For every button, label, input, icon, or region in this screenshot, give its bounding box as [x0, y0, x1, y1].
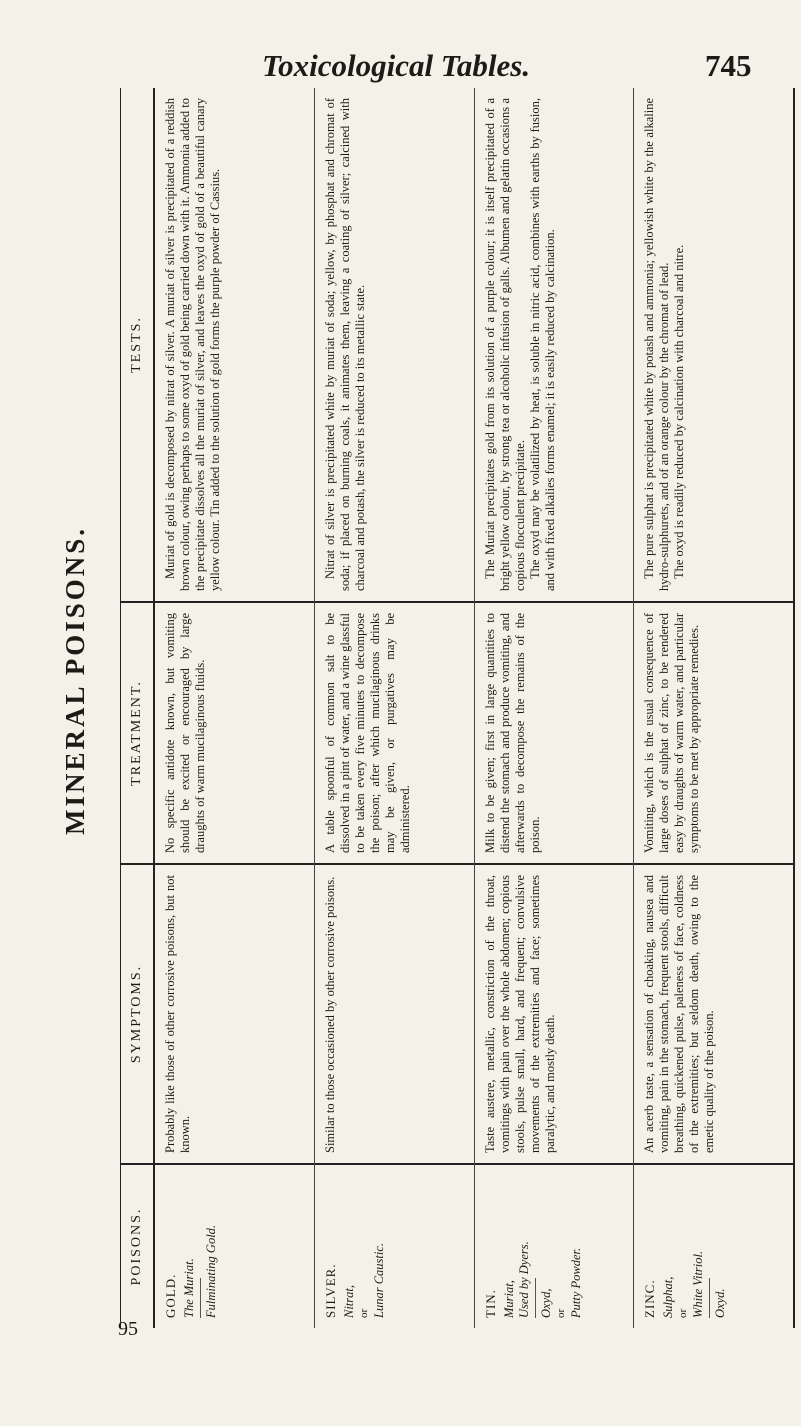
running-title: Toxicological Tables.: [262, 48, 531, 83]
metal-name: SILVER.: [322, 1263, 338, 1318]
symptoms-cell: An acerb taste, a sensation of choaking, nausea and vomiting, pain in the stomach, frequent stools, difficult breathing, quickened pulse, paleness of face, coldness of the extremities; but seldom death, owing to the emetic quality of the poison.: [634, 863, 793, 1163]
tests-paragraph: Muriat of gold is decomposed by nitrat of silver. A muriat of silver is precipitated of a reddish brown colour, owing perhaps to some oxyd of gold being carried down with it. Ammonia added to the precipitate dissolves all the muriat of silver, and leaves the oxyd of gold of a beautiful canary yellow colour. Tin added to the solution of gold forms the purple powder of Cassius.: [163, 98, 222, 591]
toxicological-table: [120, 88, 795, 1328]
poison-cell: [155, 1163, 314, 1328]
or-label: or: [357, 1308, 370, 1318]
poison-cell: [475, 1163, 634, 1328]
poison-form: Oxyd,: [538, 1288, 553, 1318]
treatment-cell: A table spoonful of common salt to be dissolved in a pint of water, and a wine glassful to be taken every five minutes to decompose the poison; after which mucilaginous drinks may be given, or purgatives may be administered.: [315, 601, 474, 863]
poison-form: Sulphat,: [661, 1276, 676, 1318]
column-header-treatment: TREATMENT.: [121, 601, 153, 863]
divider: [709, 1278, 710, 1318]
tests-paragraph: Nitrat of silver is precipitated white by muriat of soda; yellow, by phosphat and chromat of soda; if placed on burning coals, it animates them, leaving a coating of silver; calcined with charcoal and potash, the silver is reduced to its metallic state.: [322, 98, 367, 591]
tests-paragraph: The oxyd is readily reduced by calcination with charcoal and nitre.: [672, 244, 687, 579]
or-label: or: [677, 1308, 690, 1318]
symptoms-cell: Probably like those of other corrosive poisons, but not known.: [155, 863, 314, 1163]
tests-cell: [155, 88, 314, 601]
tests-cell: [315, 88, 474, 601]
treatment-cell: No specific antidote known, but vomiting should be excited or encouraged by large draughts of warm mucilaginous fluids.: [155, 601, 314, 863]
table-row-zinc: [634, 88, 793, 1328]
table-row-silver: [315, 88, 475, 1328]
tests-paragraph: The oxyd may be volatilized by heat, is soluble in nitric acid, combines with earths by fusion, and with fixed alkalies forms enamel; it is easily reduced by calcination.: [527, 98, 557, 591]
poison-cell: [634, 1163, 793, 1328]
treatment-cell: Milk to be given; first in large quantities to distend the stomach and produce vomiting, and afterwards to decompose the remains of the poison.: [475, 601, 634, 863]
poison-cell: [315, 1163, 474, 1328]
symptoms-cell: Similar to those occasioned by other corrosive poisons.: [315, 863, 474, 1163]
poison-form: Oxyd.: [713, 1288, 728, 1318]
treatment-cell: Vomiting, which is the usual consequence of large doses of sulphat of zinc, to be rendered easy by draughts of warm water, and particular symptoms to be met by appropriate remedies.: [634, 601, 793, 863]
poison-form: The Muriat.: [182, 1258, 196, 1318]
poison-form-note: Used by Dyers.: [516, 1241, 531, 1318]
metal-name: GOLD.: [163, 1273, 178, 1318]
page-number: 745: [705, 48, 752, 83]
column-header-symptoms: SYMPTOMS.: [121, 863, 153, 1163]
section-heading: MINERAL POISONS.: [60, 525, 90, 835]
divider: [535, 1278, 536, 1318]
divider: [200, 1278, 201, 1318]
poison-form: Fulminating Gold.: [204, 1224, 218, 1318]
metal-name: TIN.: [482, 1289, 498, 1318]
poison-form: Putty Powder.: [568, 1247, 583, 1318]
metal-name: ZINC.: [642, 1279, 658, 1318]
table-row-tin: [475, 88, 635, 1328]
tests-cell: [475, 88, 634, 601]
tests-paragraph: The pure sulphat is precipitated white by potash and ammonia; yellowish white by the alkaline hydro-sulphurets, and of an orange colour by the chromat of lead.: [642, 98, 672, 591]
table-body: [155, 88, 793, 1328]
table-row-gold: [155, 88, 315, 1328]
or-label: or: [554, 1308, 567, 1318]
poison-form: Muriat,: [501, 1280, 516, 1318]
tests-paragraph: The Muriat precipitates gold from its solution of a purple colour; it is itself precipitated of a bright yellow colour, by strong tea or alcoholic infusion of galls. Albumen and gelatin occasions a copious flocculent precipitate.: [482, 98, 527, 591]
poison-form: Nitrat,: [341, 1285, 356, 1318]
symptoms-cell: Taste austere, metallic, constriction of the throat, vomitings with pain over the whole abdomen; copious stools, pulse small, hard, and frequent; convulsive movements of the extremities and face; sometimes paralytic, and mostly death.: [475, 863, 634, 1163]
column-header-tests: TESTS.: [129, 316, 144, 373]
tests-cell: [634, 88, 793, 601]
poison-form: Lunar Caustic.: [371, 1242, 386, 1318]
column-header-poisons: POISONS.: [121, 1163, 153, 1328]
poison-form: White Vitriol.: [691, 1250, 706, 1318]
signature-mark: 95: [118, 1318, 138, 1340]
table-header: [121, 88, 155, 1328]
